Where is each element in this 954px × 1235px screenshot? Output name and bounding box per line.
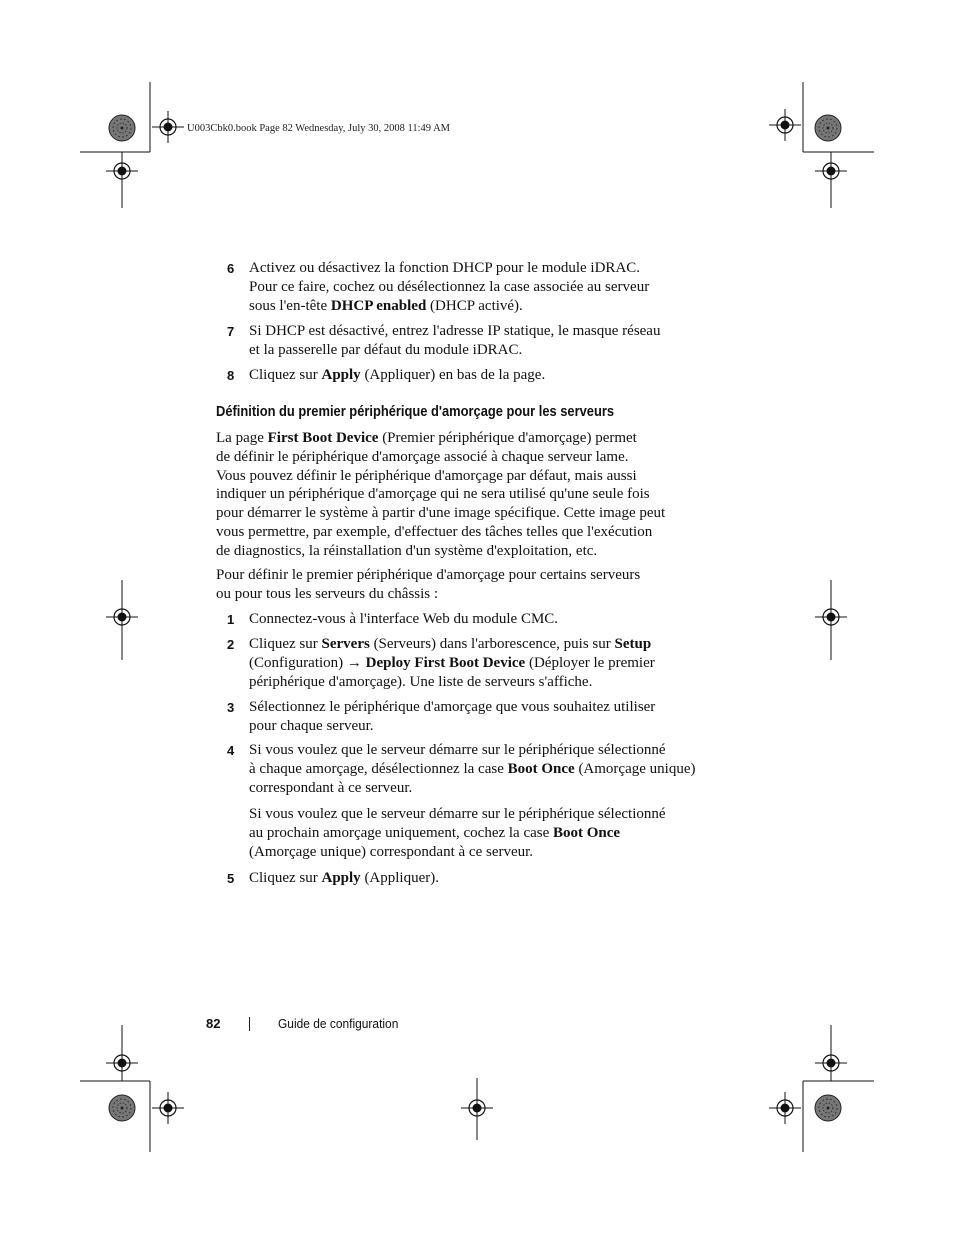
step-number: 4 [227,743,235,758]
ui-term: Apply [321,870,361,886]
text-run: (Appliquer). [360,870,439,886]
text-run: Cliquez sur [249,636,322,652]
text-run: pour démarrer le système à partir d'une image spécifique. Cette image peut [216,505,666,521]
text-run: pour chaque serveur. [249,718,374,734]
text-run: indiquer un périphérique d'amorçage qui ne sera utilisé qu'une seule fois [216,486,650,503]
intro-paragraph [216,429,716,560]
step-text [249,635,707,692]
text-run: Pour ce faire, cochez ou désélectionnez la case associée au serveur [249,279,650,295]
ui-term: Servers [321,636,370,652]
step-3 [227,698,707,736]
step-4 [227,741,707,862]
step-number: 5 [227,871,235,886]
step-number: 1 [227,612,235,627]
text-run: correspondant à ce serveur. [249,780,413,796]
step-7 [227,322,707,360]
ui-term: Boot Once [553,825,621,841]
text-run: (Déployer le premier [525,655,655,671]
text-run: (Appliquer) en bas de la page. [360,367,546,383]
step-number: 8 [227,368,235,383]
page-number: 82 [206,1016,221,1031]
text-run: (Amorçage unique) [574,761,696,777]
footer-title: Guide de configuration [278,1016,399,1031]
step-text [249,698,707,736]
text-run: (Premier périphérique d'amorçage) permet [378,430,637,446]
step-text [249,322,707,360]
step-2 [227,635,707,692]
text-run: ou pour tous les serveurs du châssis : [216,585,439,602]
step-text [249,869,707,888]
step-note [249,805,707,862]
ui-term: First Boot Device [267,430,379,446]
text-run: Sélectionnez le périphérique d'amorçage que vous souhaitez utiliser [249,699,656,715]
step-number: 3 [227,700,235,715]
step-text [249,366,707,385]
ui-term: Setup [614,636,652,652]
text-run: Cliquez sur [249,367,322,383]
footer-divider [249,1017,250,1031]
section-heading: Définition du premier périphérique d'amorçage pour les serveurs [216,403,615,420]
text-run: (Amorçage unique) correspondant à ce serveur. [249,844,534,860]
text-run: Vous pouvez définir le périphérique d'amorçage par défaut, mais aussi [216,467,637,484]
text-run: sous l'en-tête [249,298,331,314]
step-text [249,610,707,629]
step-1 [227,610,707,629]
ui-term: Deploy First Boot Device [365,655,526,671]
text-run: Si vous voulez que le serveur démarre sur le périphérique sélectionné [249,806,666,822]
text-run: de diagnostics, la réinstallation d'un système d'exploitation, etc. [216,542,598,559]
step-number: 2 [227,637,235,652]
text-run: Activez ou désactivez la fonction DHCP pour le module iDRAC. [249,260,641,276]
step-6 [227,259,707,316]
step-number: 6 [227,261,235,276]
text-run: au prochain amorçage uniquement, cochez la case [249,825,554,841]
text-run: (Serveurs) dans l'arborescence, puis sur [369,636,615,652]
text-run: à chaque amorçage, désélectionnez la case [249,761,508,777]
ui-term: Boot Once [507,761,575,777]
ui-term: Apply [321,367,361,383]
procedure-intro [216,566,716,604]
text-run: (Configuration) → [249,655,366,671]
text-run: et la passerelle par défaut du module iDRAC. [249,342,523,358]
text-run: (DHCP activé). [426,298,523,314]
print-slug: U003Cbk0.book Page 82 Wednesday, July 30, 2008 11:49 AM [187,123,451,134]
ui-term: DHCP enabled [330,298,427,314]
text-run: Connectez-vous à l'interface Web du module CMC. [249,611,559,627]
step-text [249,741,707,798]
text-run: Si DHCP est désactivé, entrez l'adresse IP statique, le masque réseau [249,323,661,339]
step-text [249,259,707,316]
text-run: de définir le périphérique d'amorçage associé à chaque serveur lame. [216,448,629,465]
step-5 [227,869,707,888]
text-run: La page [216,430,268,446]
step-8 [227,366,707,385]
text-run: Si vous voulez que le serveur démarre sur le périphérique sélectionné [249,742,666,758]
text-run: Pour définir le premier périphérique d'amorçage pour certains serveurs [216,567,641,583]
text-run: périphérique d'amorçage). Une liste de serveurs s'affiche. [249,674,593,690]
text-run: vous permettre, par exemple, d'effectuer des tâches telles que l'exécution [216,523,653,540]
text-run: Cliquez sur [249,870,322,886]
step-number: 7 [227,324,235,339]
